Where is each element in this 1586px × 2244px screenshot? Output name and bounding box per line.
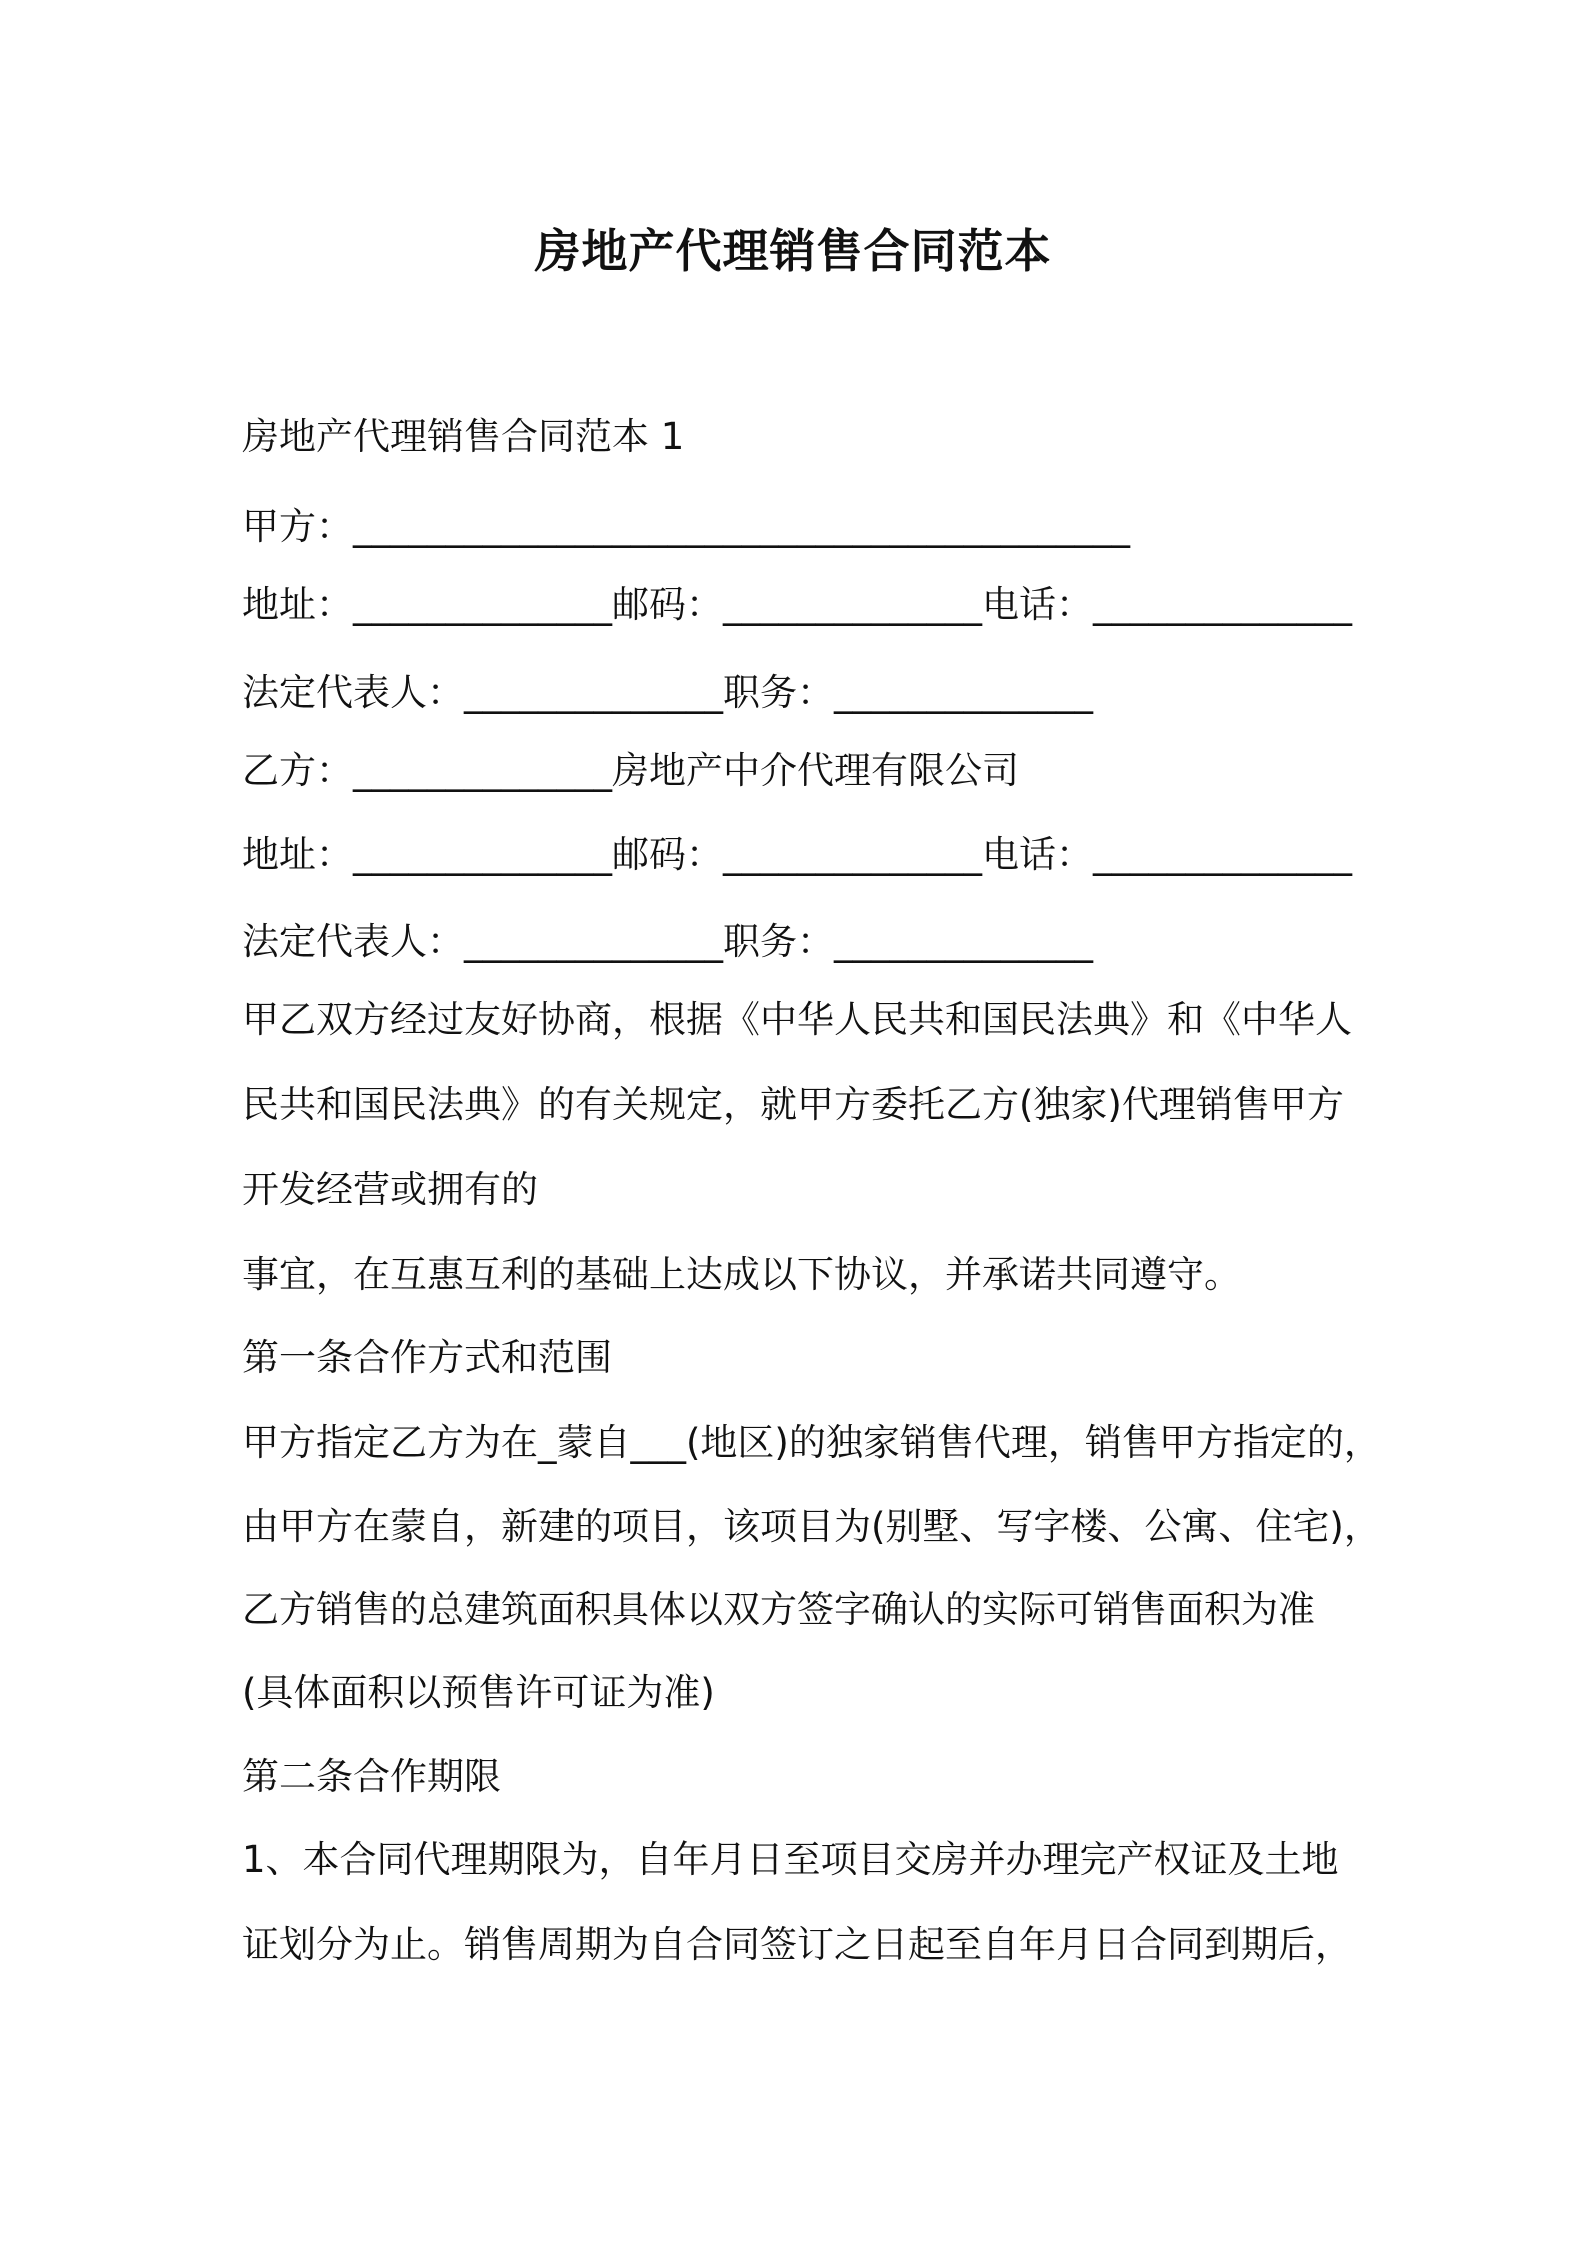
- paragraph-line: 甲乙双方经过友好协商，根据《中华人民共和国民法典》和《中华人: [242, 998, 1352, 1041]
- paragraph-line: 甲方指定乙方为在_蒙自___(地区)的独家销售代理，销售甲方指定的，: [242, 1421, 1381, 1464]
- document-title: 房地产代理销售合同范本: [534, 224, 1052, 278]
- paragraph-line: 民共和国民法典》的有关规定，就甲方委托乙方(独家)代理销售甲方: [242, 1083, 1344, 1126]
- paragraph-line: 由甲方在蒙自，新建的项目，该项目为(别墅、写字楼、公寓、住宅)，: [242, 1505, 1381, 1548]
- paragraph-line: 事宜，在互惠互利的基础上达成以下协议，并承诺共同遵守。: [242, 1253, 1241, 1296]
- paragraph-line: 1、本合同代理期限为，自年月日至项目交房并办理完产权证及土地: [242, 1838, 1339, 1881]
- paragraph-line: (具体面积以预售许可证为准): [242, 1671, 715, 1714]
- paragraph-line: 证划分为止。销售周期为自合同签订之日起至自年月日合同到期后，: [242, 1923, 1352, 1966]
- party-b-address-line: 地址：______________邮码：______________电话：______________: [242, 833, 1352, 876]
- subtitle: 房地产代理销售合同范本 1: [242, 415, 685, 458]
- party-a-representative-line: 法定代表人：______________职务：______________: [242, 671, 1093, 714]
- party-a-address-line: 地址：______________邮码：______________电话：______________: [242, 583, 1352, 626]
- section-heading-1: 第一条合作方式和范围: [242, 1336, 612, 1379]
- section-heading-2: 第二条合作期限: [242, 1755, 501, 1798]
- party-a-line: 甲方：__________________________________________: [242, 505, 1130, 548]
- party-b-representative-line: 法定代表人：______________职务：______________: [242, 920, 1093, 963]
- party-b-line: 乙方：______________房地产中介代理有限公司: [242, 749, 1019, 792]
- paragraph-line: 乙方销售的总建筑面积具体以双方签字确认的实际可销售面积为准: [242, 1588, 1315, 1631]
- paragraph-line: 开发经营或拥有的: [242, 1168, 538, 1211]
